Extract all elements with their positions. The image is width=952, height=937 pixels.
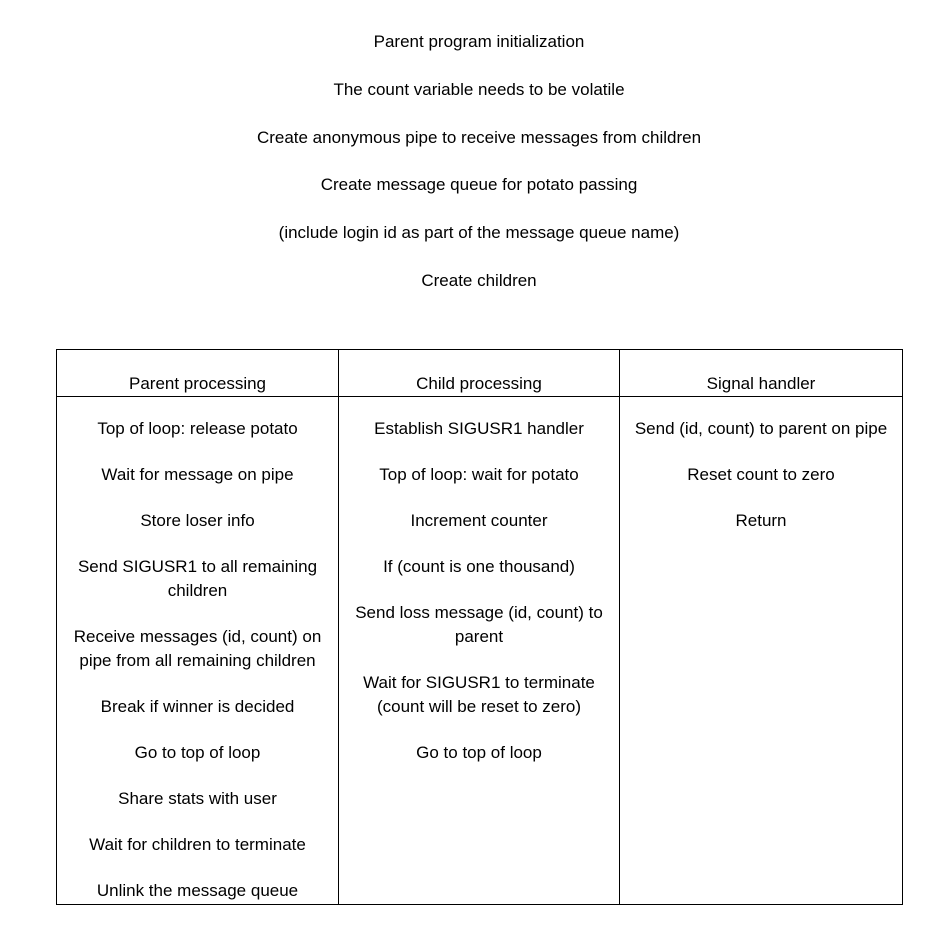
intro-line-volatile: The count variable needs to be volatile (333, 79, 625, 99)
parent-steps-cell (57, 397, 339, 905)
parent-step: Wait for message on pipe (101, 465, 294, 484)
intro-line-children: Create children (421, 270, 537, 290)
handler-step: Return (735, 511, 787, 530)
intro-section (0, 30, 952, 317)
parent-step: Send SIGUSR1 to all remaining children (77, 557, 318, 600)
child-step: Increment counter (410, 511, 548, 530)
parent-step: Share stats with user (118, 789, 277, 808)
parent-step: Unlink the message queue (96, 881, 299, 900)
child-step: Send loss message (id, count) to parent (355, 603, 603, 646)
child-step: Wait for SIGUSR1 to terminate (count will be reset to zero) (363, 673, 595, 716)
parent-step: Store loser info (140, 511, 255, 530)
child-step: Establish SIGUSR1 handler (374, 419, 584, 438)
parent-step: Go to top of loop (134, 743, 261, 762)
header-child-processing: Child processing (339, 350, 620, 397)
parent-step: Break if winner is decided (100, 697, 295, 716)
intro-line-initialization: Parent program initialization (373, 32, 585, 51)
table-header-row (57, 350, 903, 397)
intro-line-login-id: (include login id as part of the message queue name) (278, 223, 680, 243)
intro-line-queue: Create message queue for potato passing (320, 175, 638, 195)
child-step: Top of loop: wait for potato (379, 465, 579, 484)
parent-step: Top of loop: release potato (97, 419, 298, 438)
intro-line-pipe: Create anonymous pipe to receive messages from children (256, 127, 702, 147)
parent-step: Wait for children to terminate (89, 835, 306, 854)
child-steps-cell (339, 397, 620, 905)
handler-step: Send (id, count) to parent on pipe (634, 419, 888, 438)
handler-steps-cell (620, 397, 903, 905)
header-parent-processing: Parent processing (57, 350, 339, 397)
table-body-row (57, 397, 903, 905)
header-signal-handler: Signal handler (620, 350, 903, 397)
parent-step: Receive messages (id, count) on pipe from all remaining children (73, 627, 322, 670)
processing-table (56, 349, 903, 905)
child-step: Go to top of loop (416, 743, 542, 762)
handler-step: Reset count to zero (687, 465, 835, 484)
child-step: If (count is one thousand) (383, 557, 575, 576)
